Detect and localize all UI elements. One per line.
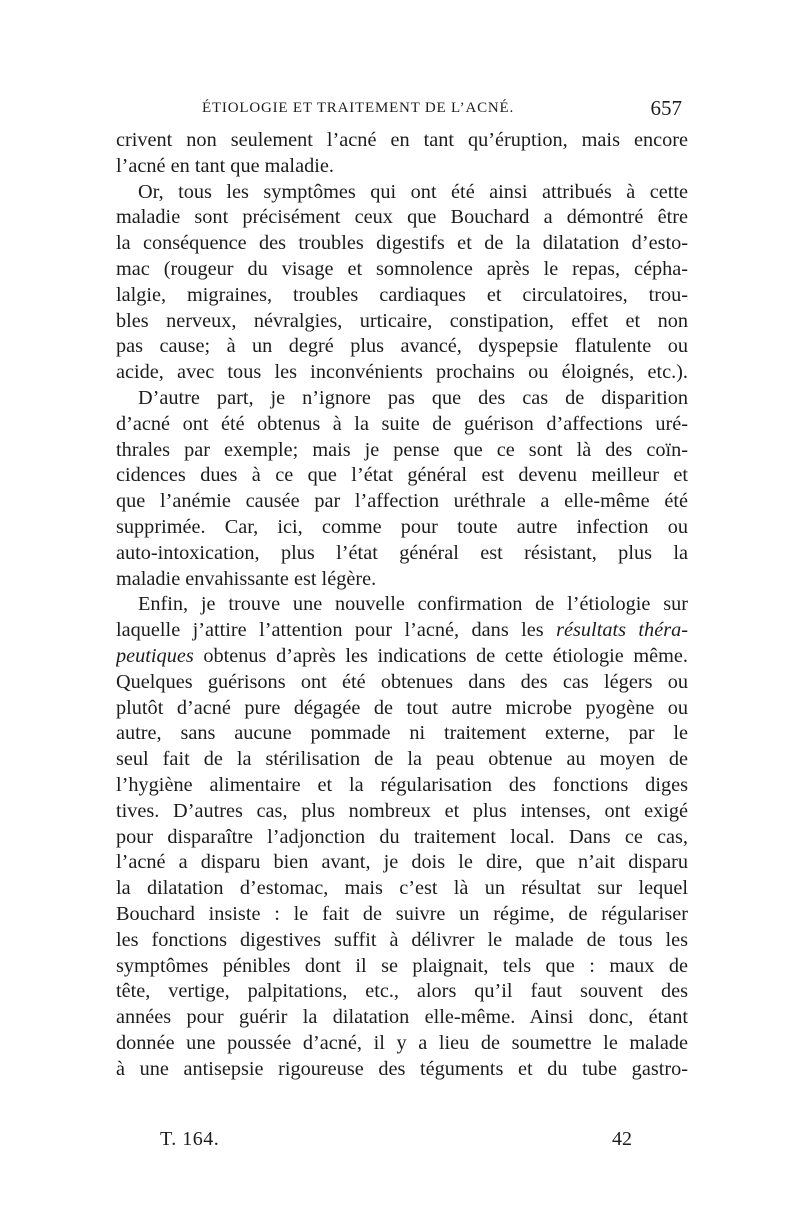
text-line: mac (rougeur du visage et somnolence après le repas, cépha- <box>116 257 688 280</box>
text-line: maladie envahissante est légère. <box>116 567 377 590</box>
sheet-number: 42 <box>612 1128 632 1150</box>
running-head <box>112 96 682 128</box>
text-line: acide, avec tous les inconvénients prochains ou éloignés, etc.). <box>116 361 688 384</box>
text-line: crivent non seulement l’acné en tant qu’éruption, mais encore <box>116 129 688 151</box>
running-title: ÉTIOLOGIE ET TRAITEMENT DE L’ACNÉ. <box>202 100 515 116</box>
page-number: 657 <box>650 96 682 120</box>
text-line: pas cause; à un degré plus avancé, dyspepsie flatulente ou <box>116 335 688 358</box>
text-line: plutôt d’acné pure dégagée de tout autre microbe pyogène ou <box>116 696 688 719</box>
text-line: que l’anémie causée par l’affection uréthrale a elle-même été <box>116 490 688 513</box>
text-line: pour disparaître l’adjonction du traitement local. Dans ce cas, <box>116 825 688 848</box>
text-line: Or, tous les symptômes qui ont été ainsi attribués à cette <box>138 180 688 203</box>
text-line: maladie sont précisément ceux que Bouchard a démontré être <box>116 206 688 229</box>
text-line: Quelques guérisons ont été obtenues dans des cas légers ou <box>116 670 688 693</box>
text-line: thrales par exemple; mais je pense que ce sont là des coïn- <box>116 438 688 461</box>
text-line: la dilatation d’estomac, mais c’est là un résultat sur lequel <box>116 877 688 900</box>
text-fragment: laquelle j’attire l’attention pour l’acné, dans les <box>116 619 544 642</box>
text-line-with-italic <box>116 644 688 670</box>
text-line: d’acné ont été obtenus à la suite de guérison d’affections uré- <box>116 412 688 435</box>
text-line: D’autre part, je n’ignore pas que des cas de disparition <box>138 386 688 409</box>
text-line: tives. D’autres cas, plus nombreux et plus intenses, ont exigé <box>116 799 688 822</box>
text-line: les fonctions digestives suffit à délivrer le malade de tous les <box>116 928 688 951</box>
text-line: cidences dues à ce que l’état général est devenu meilleur et <box>116 464 688 487</box>
italic-fragment: résultats théra- <box>556 619 688 642</box>
text-line: l’acné a disparu bien avant, je dois le dire, que n’ait disparu <box>116 851 688 874</box>
text-line: symptômes pénibles dont il se plaignait, tels que : maux de <box>116 954 688 977</box>
text-line: donnée une poussée d’acné, il y a lieu de soumettre le malade <box>116 1031 688 1054</box>
text-line: la conséquence des troubles digestifs et de la dilatation d’esto- <box>116 232 688 255</box>
text-fragment: obtenus d’après les indications de cette étiologie même. <box>203 644 688 667</box>
italic-fragment: peutiques <box>116 644 194 667</box>
text-line: années pour guérir la dilatation elle-même. Ainsi donc, étant <box>116 1006 688 1029</box>
text-line: l’hygiène alimentaire et la régularisation des fonctions diges <box>116 773 688 796</box>
signature-mark: T. 164. <box>160 1128 220 1150</box>
text-line: bles nerveux, névralgies, urticaire, constipation, effet et non <box>116 309 688 332</box>
text-line: autre, sans aucune pommade ni traitement externe, par le <box>116 722 688 745</box>
text-line: l’acné en tant que maladie. <box>116 154 334 177</box>
text-line: Bouchard insiste : le fait de suivre un régime, de régulariser <box>116 902 688 925</box>
text-line: lalgie, migraines, troubles cardiaques et circulatoires, trou- <box>116 283 688 306</box>
text-line: seul fait de la stérilisation de la peau obtenue au moyen de <box>116 748 688 771</box>
text-line: supprimée. Car, ici, comme pour toute autre infection ou <box>116 515 688 538</box>
page-footer <box>160 1128 632 1158</box>
text-line-with-italic <box>116 618 688 644</box>
text-line: auto-intoxication, plus l’état général est résistant, plus la <box>116 541 688 564</box>
text-line: Enfin, je trouve une nouvelle confirmation de l’étiologie sur <box>138 593 688 616</box>
body-text <box>116 128 688 1082</box>
text-line: tête, vertige, palpitations, etc., alors qu’il faut souvent des <box>116 980 688 1003</box>
text-line: à une antisepsie rigoureuse des téguments et du tube gastro- <box>116 1057 688 1080</box>
